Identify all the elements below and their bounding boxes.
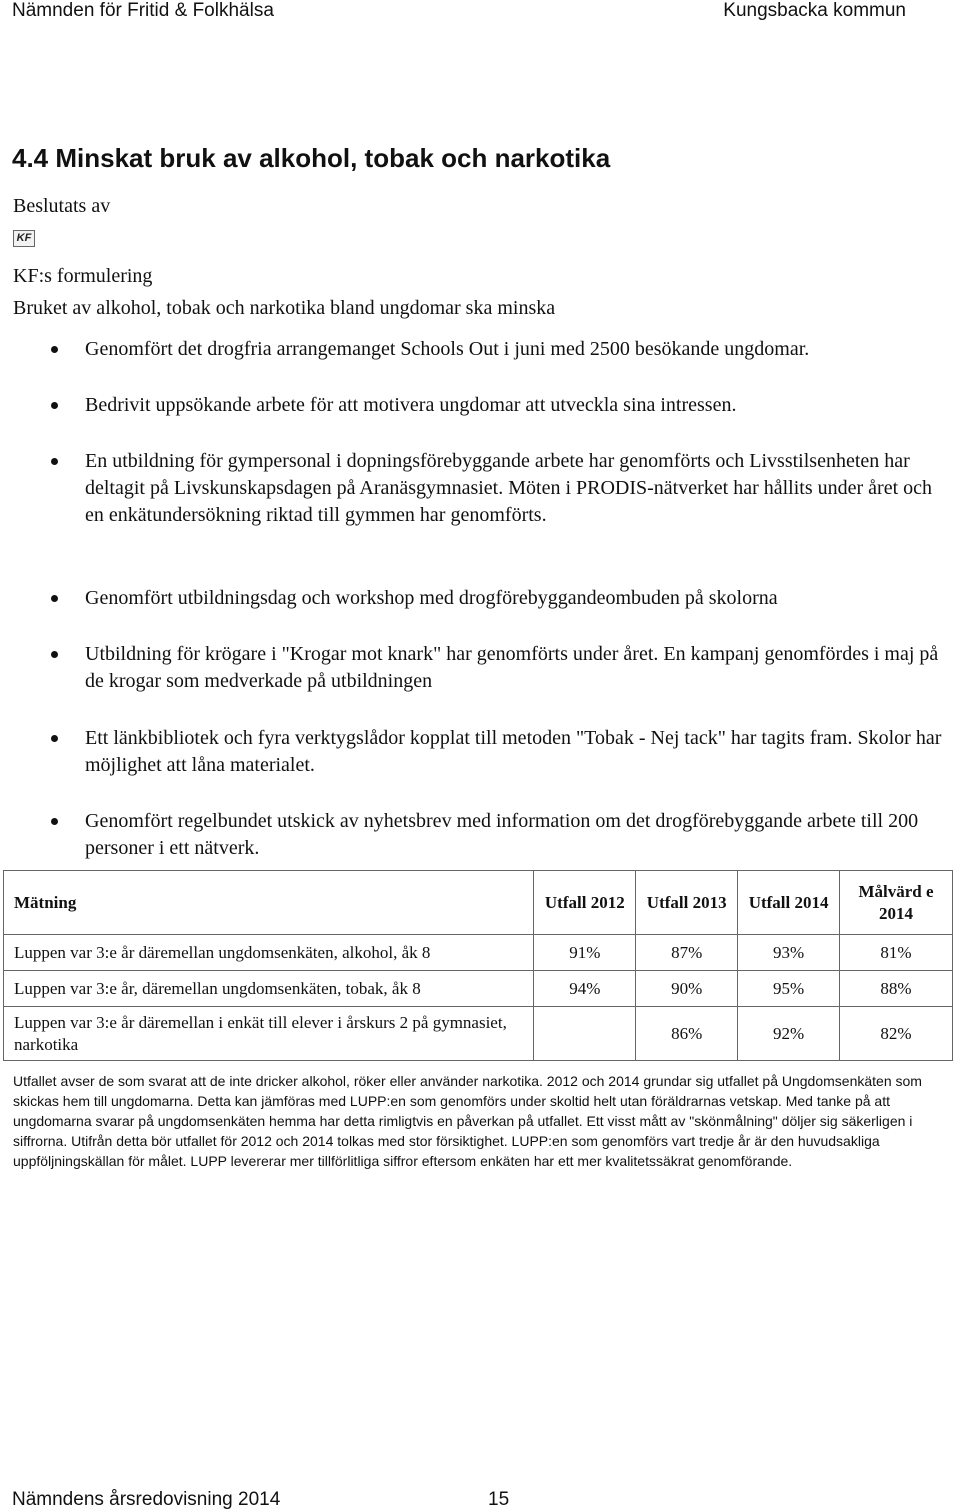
table-row: [4, 935, 953, 971]
formulation-heading: KF:s formulering: [13, 265, 153, 287]
cell-value: 88%: [840, 971, 953, 1007]
table-footnote: Utfallet avser de som svarat att de inte dricker alkohol, röker eller använder narkotika. 2012 och 2014 grundar sig utfallet på Ungdomsenkäten som skickas hem till ungdomarna. Detta kan jämföras med LUPP:en som genomförs under skoltid helt utan föräldrarnas vetskap. Med tanke på att ungdomarna svarar på ungdomsenkäten hemma har detta rimligtvis en påverkan på utfallet. Ett visst mått av "skönmålning" döljer sig säkerligen i siffrorna. Utifrån detta bör utfallet för 2012 och 2014 tolkas med stor försiktighet. LUPP:en som genomförs vart tredje år är den huvudsakliga uppföljningskällan för målet. LUPP levererar mer tillförlitliga siffror eftersom enkäten har ett mer kvalitetssäkrat genomförande.: [13, 1073, 922, 1169]
row-label: Luppen var 3:e år däremellan ungdomsenkäten, alkohol, åk 8: [4, 935, 534, 971]
formulation-text: Bruket av alkohol, tobak och narkotika bland ungdomar ska minska: [13, 297, 556, 319]
table-row: [4, 1007, 953, 1061]
list-item: Genomfört regelbundet utskick av nyhetsbrev med information om det drogförebyggande arbete till 200 personer i ett nätverk.: [85, 808, 955, 862]
list-item: Genomfört det drogfria arrangemanget Schools Out i juni med 2500 besökande ungdomar.: [85, 336, 955, 363]
cell-value: 82%: [840, 1007, 953, 1061]
table-header-row: [4, 871, 953, 935]
list-item: Bedrivit uppsökande arbete för att motivera ungdomar att utveckla sina intressen.: [85, 392, 955, 419]
cell-value: 94%: [534, 971, 636, 1007]
header-outcome-2014: Utfall 2014: [738, 871, 840, 935]
cell-value: 87%: [636, 935, 738, 971]
table-row: [4, 971, 953, 1007]
cell-value: 90%: [636, 971, 738, 1007]
measurement-table: [3, 870, 953, 1061]
cell-value: 91%: [534, 935, 636, 971]
cell-value: [534, 1007, 636, 1061]
header-target-2014: Målvärd e 2014: [840, 871, 953, 935]
header-outcome-2013: Utfall 2013: [636, 871, 738, 935]
page-footer-title: Nämndens årsredovisning 2014: [12, 1489, 281, 1510]
list-item: Ett länkbibliotek och fyra verktygslådor kopplat till metoden "Tobak - Nej tack" har tagits fram. Skolor har möjlighet att låna materialet.: [85, 725, 955, 779]
cell-value: 93%: [738, 935, 840, 971]
header-outcome-2012: Utfall 2012: [534, 871, 636, 935]
list-item: Genomfört utbildningsdag och workshop med drogförebyggandeombuden på skolorna: [85, 585, 955, 612]
page-header-left: Nämnden för Fritid & Folkhälsa: [12, 0, 274, 21]
page-header-right: Kungsbacka kommun: [723, 0, 906, 21]
kf-badge-icon: KF: [13, 230, 35, 247]
list-item: Utbildning för krögare i "Krogar mot knark" har genomförts under året. En kampanj genomfördes i maj på de krogar som medverkade på utbildningen: [85, 641, 955, 695]
cell-value: 81%: [840, 935, 953, 971]
decided-by-label: Beslutats av: [13, 195, 111, 217]
cell-value: 86%: [636, 1007, 738, 1061]
row-label: Luppen var 3:e år däremellan i enkät till elever i årskurs 2 på gymnasiet, narkotika: [4, 1007, 534, 1061]
row-label: Luppen var 3:e år, däremellan ungdomsenkäten, tobak, åk 8: [4, 971, 534, 1007]
page-number: 15: [488, 1489, 510, 1510]
section-title: 4.4 Minskat bruk av alkohol, tobak och narkotika: [12, 143, 611, 173]
header-measurement: Mätning: [4, 871, 534, 935]
cell-value: 95%: [738, 971, 840, 1007]
cell-value: 92%: [738, 1007, 840, 1061]
list-item: En utbildning för gympersonal i dopningsförebyggande arbete har genomförts och Livsstilsenheten har deltagit på Livskunskapsdagen på Aranäsgymnasiet. Möten i PRODIS-nätverket har hållits under året och en enkätundersökning riktad till gymmen har genomförts.: [85, 448, 955, 529]
